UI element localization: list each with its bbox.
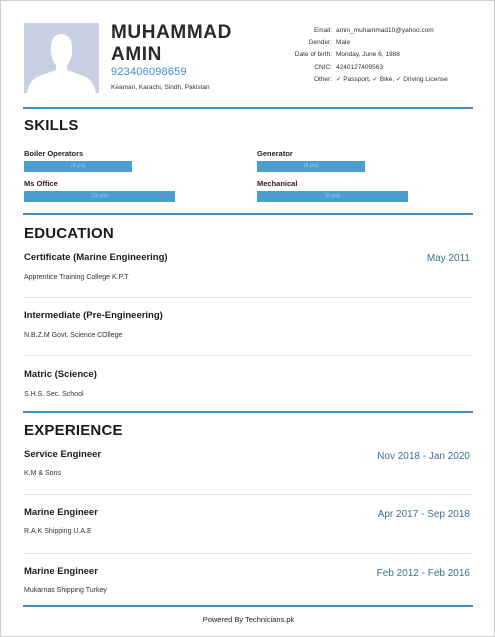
skill-bar: (6 yrs) [257, 191, 408, 202]
education-title: Certificate (Marine Engineering) [24, 252, 168, 263]
experience-company: Mukarnas Shipping Turkey [24, 587, 107, 594]
address: Keamari, Karachi, Sindh, Pakistan [111, 84, 210, 91]
skill-name: Ms Office [24, 179, 58, 188]
experience-date: Feb 2012 - Feb 2016 [376, 568, 470, 579]
experience-title: Marine Engineer [24, 507, 98, 518]
name-line-2: AMIN [111, 44, 162, 65]
info-label: Gender: [308, 39, 332, 47]
person-silhouette-icon [24, 23, 99, 93]
info-label: Other: [313, 75, 332, 83]
experience-date: Nov 2018 - Jan 2020 [377, 451, 470, 462]
cnic-value: 4240127409563 [336, 63, 383, 71]
info-label: CNIC: [314, 63, 332, 71]
education-date: May 2011 [426, 253, 470, 264]
skills-heading: SKILLS [24, 117, 79, 134]
entry-divider [23, 297, 473, 298]
info-row-other [284, 74, 448, 86]
candidate-name [111, 22, 232, 66]
skill-name: Generator [257, 149, 293, 158]
section-divider [23, 213, 473, 215]
info-row-gender [284, 37, 448, 49]
entry-divider [23, 494, 473, 495]
section-divider [23, 411, 473, 413]
info-row-email [284, 25, 448, 37]
experience-title: Marine Engineer [24, 566, 98, 577]
experience-title: Service Engineer [24, 449, 102, 460]
section-divider [23, 107, 473, 109]
info-label: Email: [313, 27, 332, 34]
email-value: amin_muhammad10@yahoo.com [336, 27, 434, 34]
education-heading: EDUCATION [24, 225, 114, 242]
education-institute: S.H.S. Sec. School [24, 391, 84, 398]
education-institute: N.B.Z.M Govt. Science COllege [24, 332, 123, 339]
education-institute: Apprentice Training College K.P.T [24, 274, 129, 281]
education-title: Matric (Science) [24, 369, 97, 380]
experience-company: K.M & Sons [24, 470, 61, 477]
name-line-1: MUHAMMAD [111, 22, 232, 43]
skill-name: Mechanical [257, 179, 298, 188]
footer-credit: Powered By Technicians.pk [202, 615, 295, 624]
phone-number: 923406098659 [111, 66, 187, 78]
dob-value: Monday, June 6, 1988 [336, 51, 400, 59]
entry-divider [23, 355, 473, 356]
entry-divider [23, 553, 473, 554]
info-row-dob [284, 49, 448, 61]
gender-value: Male [336, 39, 351, 47]
other-value: ✓ Passport, ✓ Bike, ✓ Driving License [336, 75, 448, 83]
skill-bar: (12 yrs) [24, 191, 175, 202]
education-title: Intermediate (Pre-Engineering) [24, 310, 163, 321]
profile-photo-placeholder [24, 23, 99, 93]
skill-name: Boiler Operators [24, 149, 84, 158]
info-row-cnic [284, 62, 448, 74]
section-divider [23, 605, 473, 607]
experience-heading: EXPERIENCE [24, 422, 123, 439]
skill-bar: (5 yrs) [257, 161, 365, 172]
experience-company: R.A.K Shipping U.A.E [24, 528, 92, 535]
personal-info [284, 25, 448, 86]
skill-bar: (4 yrs) [24, 161, 132, 172]
experience-date: Apr 2017 - Sep 2018 [377, 509, 470, 520]
info-label: Date of birth: [294, 51, 332, 59]
